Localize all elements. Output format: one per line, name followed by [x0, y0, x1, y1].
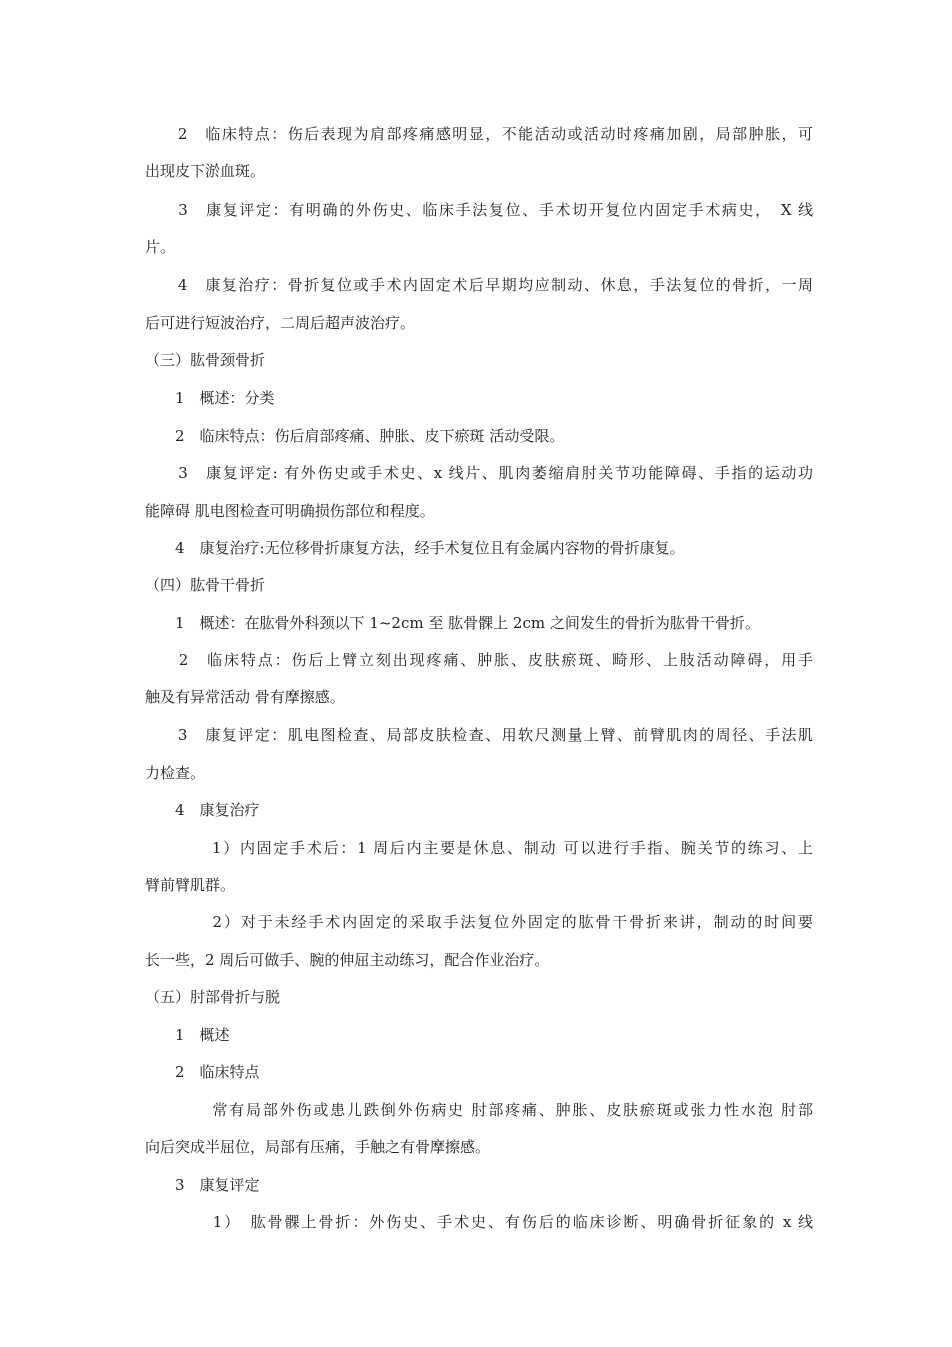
paragraph-line: 2 临床特点：伤后表现为肩部疼痛感明显，不能活动或活动时疼痛加剧，局部肿胀，可 — [145, 125, 813, 143]
paragraph-line: 4 康复治疗 — [145, 801, 260, 819]
paragraph-line: 力检查。 — [145, 764, 206, 782]
paragraph-line: 能障碍 肌电图检查可明确损伤部位和程度。 — [145, 502, 435, 520]
paragraph-line: 1）内固定手术后：1 周后内主要是休息、制动 可以进行手指、腕关节的练习、上 — [145, 839, 813, 857]
section-heading: （四）肱骨干骨折 — [145, 576, 266, 594]
section-heading: （三）肱骨颈骨折 — [145, 351, 266, 369]
paragraph-line: 后可进行短波治疗，二周后超声波治疗。 — [145, 314, 416, 332]
paragraph-line: 1 概述：在肱骨外科颈以下 1~2cm 至 肱骨髁上 2cm 之间发生的骨折为肱骨干骨折。 — [145, 614, 760, 632]
paragraph-line: 3 康复评定：有明确的外伤史、临床手法复位、手术切开复位内固定手术病史， X 线 — [145, 201, 813, 219]
paragraph-line: 臂前臂肌群。 — [145, 876, 236, 894]
paragraph-line: 3 康复评定: 有外伤史或手术史、x 线片、肌肉萎缩肩肘关节功能障碍、手指的运动功 — [145, 464, 813, 482]
paragraph-line: 3 康复评定 — [145, 1176, 260, 1194]
paragraph-line: 3 康复评定：肌电图检查、局部皮肤检查、用软尺测量上臂、前臂肌肉的周径、手法肌 — [145, 726, 813, 744]
paragraph-line: 片。 — [145, 238, 176, 256]
paragraph-line: 4 康复治疗：骨折复位或手术内固定术后早期均应制动、休息，手法复位的骨折，一周 — [145, 276, 813, 294]
paragraph-line: 常有局部外伤或患儿跌倒外伤病史 肘部疼痛、肿胀、皮肤瘀斑或张力性水泡 肘部 — [145, 1101, 813, 1119]
paragraph-line: 2 临床特点：伤后上臂立刻出现疼痛、肿胀、皮肤瘀斑、畸形、上肢活动障碍，用手 — [145, 651, 813, 669]
paragraph-line: 2）对于未经手术内固定的采取手法复位外固定的肱骨干骨折来讲，制动的时间要 — [145, 913, 813, 931]
paragraph-line: 向后突成半屈位，局部有压痛，手触之有骨摩擦感。 — [145, 1138, 491, 1156]
paragraph-line: 长一些，2 周后可做手、腕的伸屈主动练习，配合作业治疗。 — [145, 951, 550, 969]
section-heading: （五）肘部骨折与脱 — [145, 988, 281, 1006]
paragraph-line: 触及有异常活动 骨有摩擦感。 — [145, 688, 345, 706]
paragraph-line: 4 康复治疗:无位移骨折康复方法，经手术复位且有金属内容物的骨折康复。 — [145, 539, 685, 557]
paragraph-line: 1） 肱骨髁上骨折：外伤史、手术史、有伤后的临床诊断、明确骨折征象的 x 线 — [145, 1213, 813, 1231]
paragraph-line: 1 概述 — [145, 1026, 230, 1044]
paragraph-line: 2 临床特点 — [145, 1063, 260, 1081]
paragraph-line: 出现皮下淤血斑。 — [145, 162, 266, 180]
paragraph-line: 2 临床特点：伤后肩部疼痛、肿胀、皮下瘀斑 活动受限。 — [145, 427, 565, 445]
paragraph-line: 1 概述：分类 — [145, 389, 275, 407]
